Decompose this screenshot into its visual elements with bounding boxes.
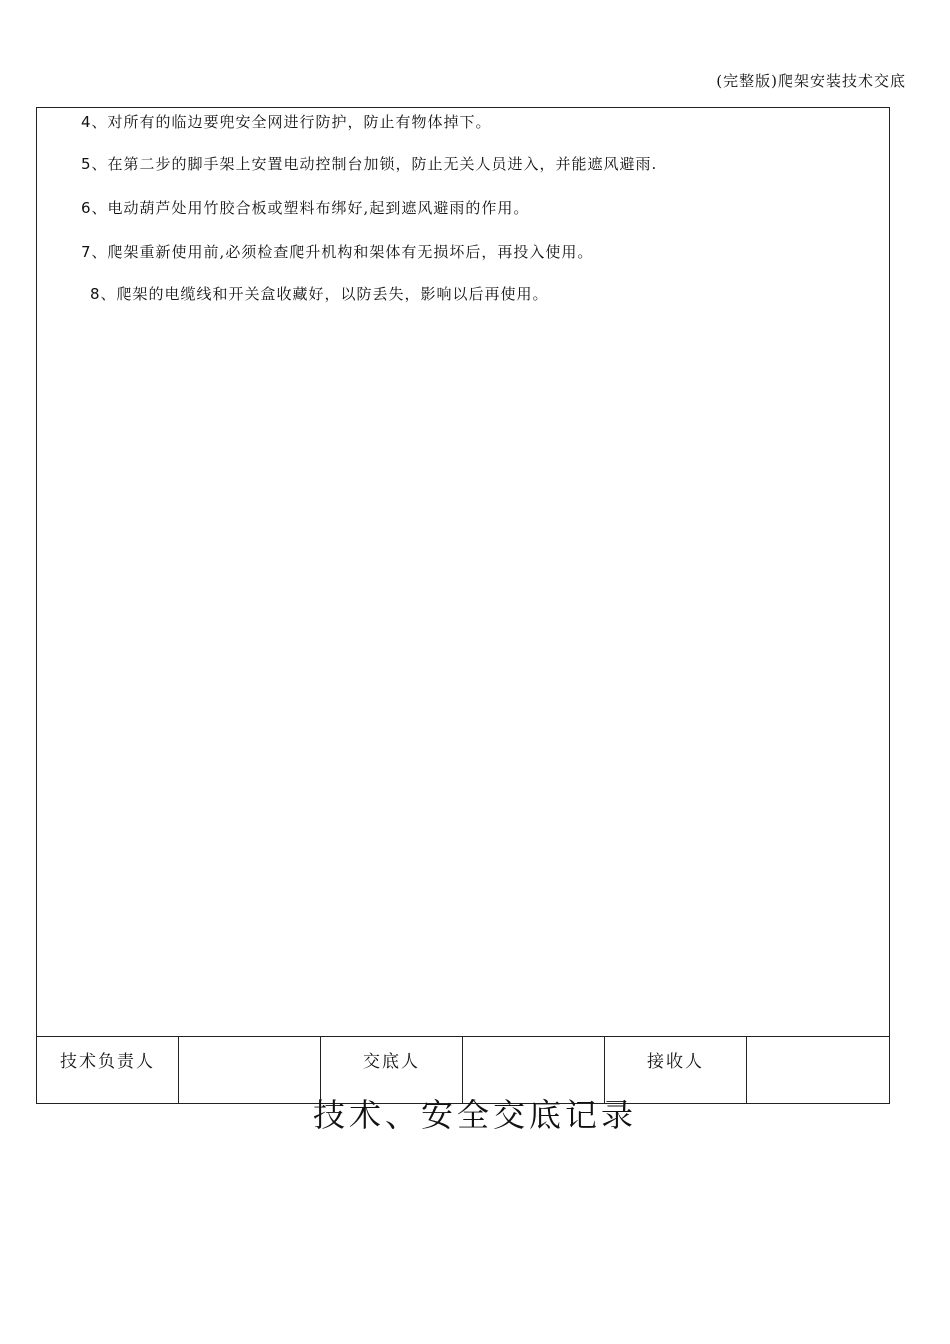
content-cell [37,108,889,1037]
list-item [81,111,492,132]
receiver-label: 接收人 [605,1037,747,1103]
tech-lead-label: 技术负责人 [37,1037,179,1103]
list-item [81,153,657,174]
item-text: 、爬架的电缆线和开关盒收藏好，以防丢失，影响以后再使用。 [100,285,549,303]
list-item [90,283,549,304]
item-text: 、电动葫芦处用竹胶合板或塑料布绑好,起到遮风避雨的作用。 [91,199,530,217]
record-title: 技术、安全交底记录 [312,1096,637,1134]
list-item [81,241,593,262]
item-number: 5 [81,155,92,173]
presenter-label: 交底人 [321,1037,463,1103]
item-text: 、爬架重新使用前,必须检查爬升机构和架体有无损坏后，再投入使用。 [91,243,594,261]
item-text: 、对所有的临边要兜安全网进行防护，防止有物体掉下。 [91,113,492,131]
disclosure-table [36,107,890,1104]
item-text: 、在第二步的脚手架上安置电动控制台加锁，防止无关人员进入，并能遮风避雨. [91,155,658,173]
item-number: 7 [81,243,92,261]
item-number: 6 [81,199,92,217]
list-item [81,197,529,218]
document-header-title: (完整版)爬架安装技术交底 [716,72,906,90]
item-number: 4 [81,113,92,131]
item-number: 8 [90,285,101,303]
